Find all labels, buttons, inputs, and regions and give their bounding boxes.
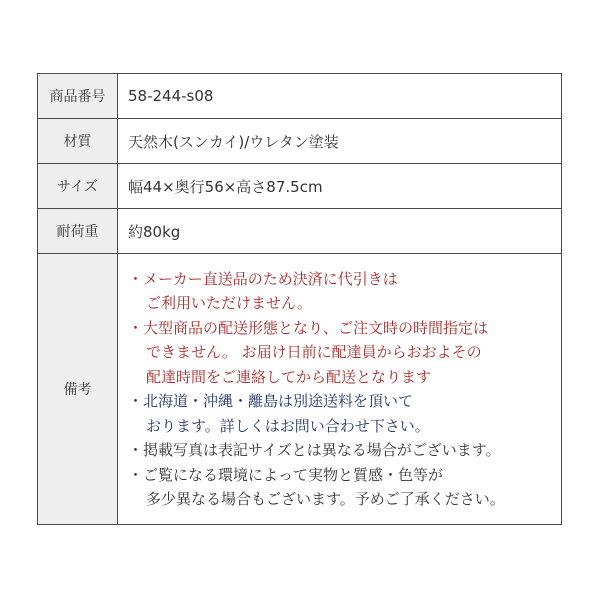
- notes-list: [118, 254, 561, 524]
- row-size: [38, 164, 561, 209]
- note-line: 多少異なる場合もございます。予めご了承ください。: [146, 490, 505, 508]
- size-value: 幅44×奥行56×高さ87.5cm: [128, 177, 323, 196]
- row-notes: [38, 254, 561, 524]
- note-delivery: [128, 316, 561, 390]
- load-capacity-label: 耐荷重: [38, 209, 118, 253]
- note-line: ・掲載写真は表記サイズとは異なる場合がございます。: [128, 441, 501, 459]
- note-line: おります。詳しくはお問い合わせ下さい。: [146, 416, 430, 435]
- note-line: ・大型商品の配送形態となり、ご注文時の時間指定は: [128, 318, 489, 337]
- note-line: ご利用いただけません。: [146, 294, 312, 312]
- spec-table: [37, 73, 562, 525]
- load-capacity-value: 約80kg: [128, 222, 181, 241]
- note-line: ・北海道・沖縄・離島は別途送料を頂いて: [128, 392, 414, 410]
- row-material: [38, 119, 561, 164]
- note-line: できません。 お届け日前に配達員からおおよその: [146, 343, 482, 361]
- note-line: ・メーカー直送品のため決済に代引きは: [128, 269, 398, 288]
- note-payment: [128, 267, 561, 316]
- note-color-difference: [128, 463, 561, 512]
- notes-label: 備考: [38, 254, 118, 524]
- row-load-capacity: [38, 209, 561, 254]
- product-number-label: 商品番号: [38, 74, 118, 118]
- note-line: ・ご覧になる環境によって実物と質感・色等が: [128, 465, 444, 484]
- material-value: 天然木(スンカイ)/ウレタン塗装: [128, 132, 339, 151]
- product-number-value: 58-244-s08: [128, 87, 214, 105]
- size-label: サイズ: [38, 164, 118, 208]
- note-photo-size: [128, 438, 561, 463]
- note-line: 配達時間をご連絡してから配送となります: [146, 367, 432, 386]
- row-product-number: [38, 74, 561, 119]
- material-label: 材質: [38, 119, 118, 163]
- note-shipping-fee: [128, 389, 561, 438]
